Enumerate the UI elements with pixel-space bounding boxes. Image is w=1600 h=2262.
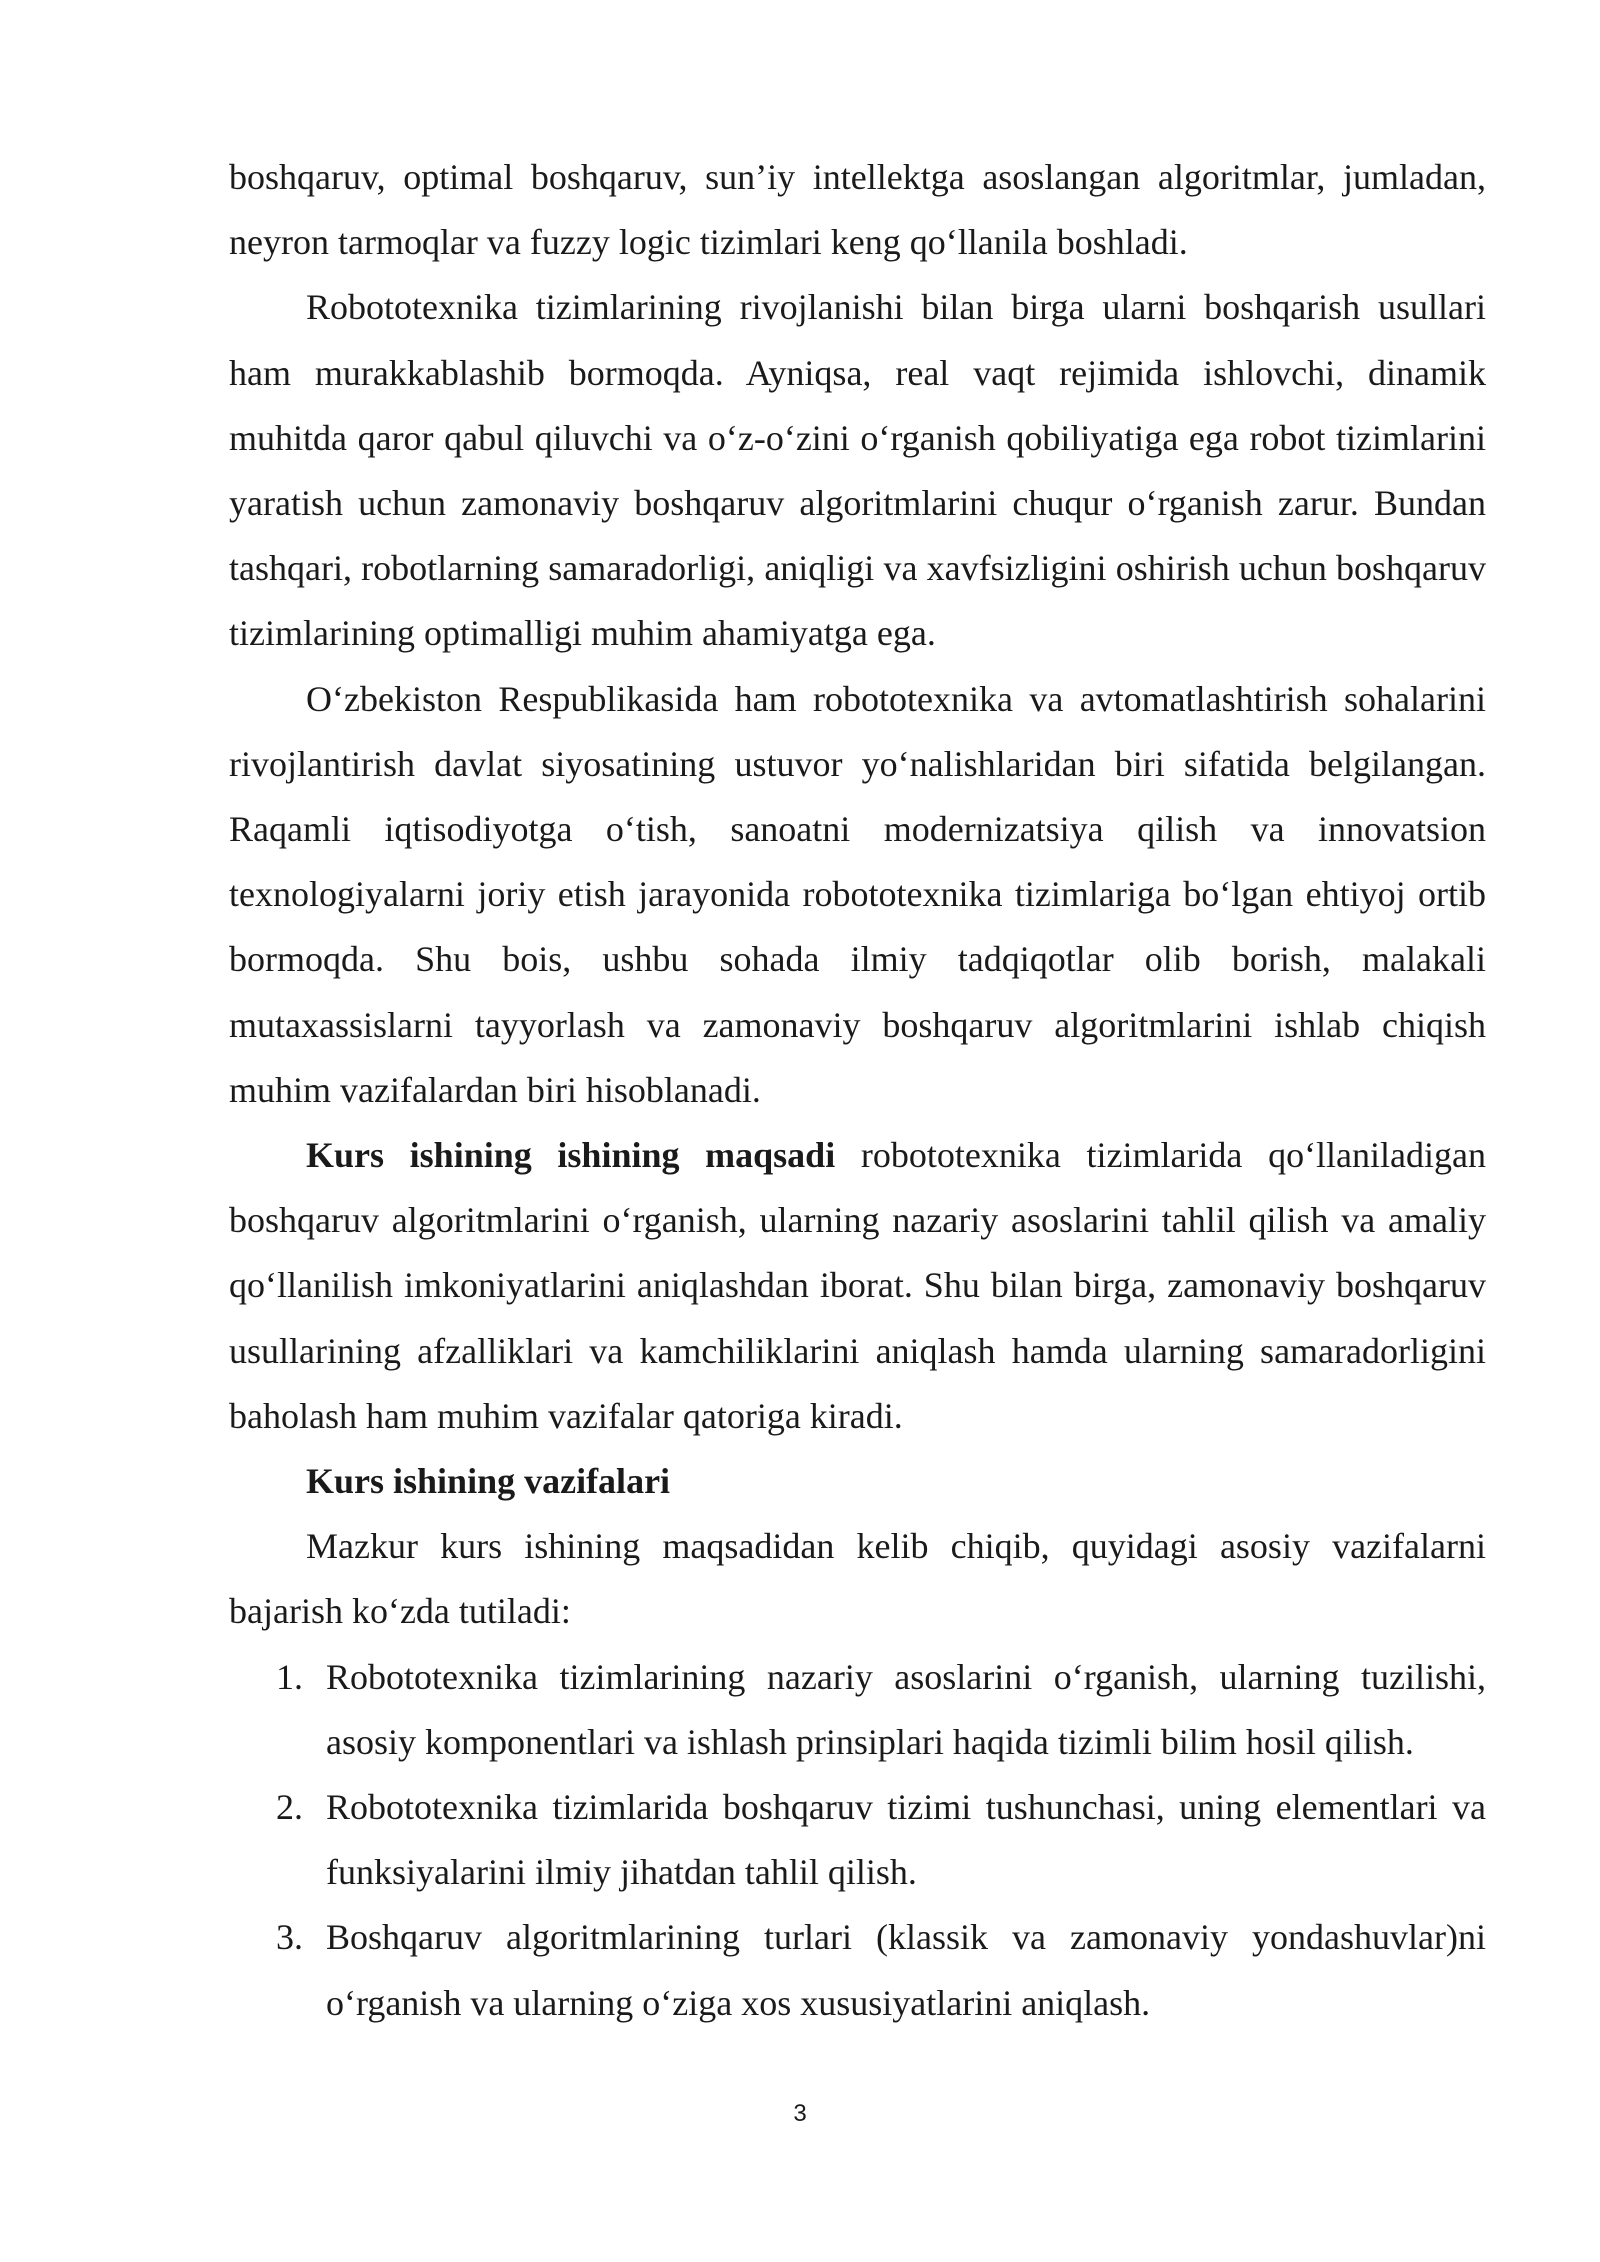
list-item-number: 1. (276, 1656, 303, 1697)
tasks-list (229, 1645, 1486, 2036)
list-item-number: 3. (276, 1917, 303, 1958)
purpose-label: Kurs ishining ishining maqsadi (306, 1135, 836, 1176)
list-item-text: Robototexnika tizimlarining nazariy asoslarini o‘rganish, ularning tuzilishi, asosiy komponentlari va ishlash prinsiplari haqida tizimli bilim hosil qilish. (326, 1656, 1486, 1762)
list-item (229, 1775, 1486, 1905)
list-item (229, 1905, 1486, 2035)
paragraph-uzbekistan: O‘zbekiston Respublikasida ham robototexnika va avtomatlashtirish sohalarini rivojlantirish davlat siyosatining ustuvor yo‘nalishlaridan biri sifatida belgilangan. Raqamli iqtisodiyotga o‘tish, sanoatni modernizatsiya qilish va innovatsion texnologiyalarni joriy etish jarayonida robototexnika tizimlariga bo‘lgan ehtiyoj ortib bormoqda. Shu bois, ushbu sohada ilmiy tadqiqotlar olib borish, malakali mutaxassislarni tayyorlash va zamonaviy boshqaruv algoritmlarini ishlab chiqish muhim vazifalardan biri hisoblanadi. (229, 678, 1486, 1110)
page-number: 3 (793, 2100, 807, 2127)
list-item-number: 2. (276, 1787, 303, 1828)
paragraph-purpose (229, 1123, 1486, 1449)
list-item (229, 1645, 1486, 1775)
purpose-text: robototexnika tizimlarida qo‘llaniladigan boshqaruv algoritmlarini o‘rganish, ularning nazariy asoslarini tahlil qilish va amaliy qo‘llanilish imkoniyatlarini aniqlashdan iborat. Shu bilan birga, zamonaviy boshqaruv usullarining afzalliklari va kamchiliklarini aniqlash hamda ularning samaradorligini baholash ham muhim vazifalar qatoriga kiradi. (229, 1135, 1486, 1436)
paragraph-continuation: boshqaruv, optimal boshqaruv, sun’iy intellektga asoslangan algoritmlar, jumladan, neyron tarmoqlar va fuzzy logic tizimlari keng qo‘llanila boshladi. (229, 157, 1486, 263)
tasks-heading: Kurs ishining vazifalari (306, 1461, 671, 1502)
list-item-text: Robototexnika tizimlarida boshqaruv tizimi tushunchasi, uning elementlari va funksiyalarini ilmiy jihatdan tahlil qilish. (326, 1787, 1486, 1893)
tasks-intro: Mazkur kurs ishining maqsadidan kelib chiqib, quyidagi asosiy vazifalarni bajarish ko‘zda tutiladi: (229, 1526, 1486, 1632)
paragraph-robotics-development: Robototexnika tizimlarining rivojlanishi bilan birga ularni boshqarish usullari ham murakkablashib bormoqda. Ayniqsa, real vaqt rejimida ishlovchi, dinamik muhitda qaror qabul qiluvchi va o‘z-o‘zini o‘rganish qobiliyatiga ega robot tizimlarini yaratish uchun zamonaviy boshqaruv algoritmlarini chuqur o‘rganish zarur. Bundan tashqari, robotlarning samaradorligi, aniqligi va xavfsizligini oshirish uchun boshqaruv tizimlarining optimalligi muhim ahamiyatga ega. (229, 287, 1486, 654)
page-content (229, 145, 1486, 2036)
list-item-text: Boshqaruv algoritmlarining turlari (klassik va zamonaviy yondashuvlar)ni o‘rganish va ularning o‘ziga xos xususiyatlarini aniqlash. (326, 1917, 1486, 2023)
